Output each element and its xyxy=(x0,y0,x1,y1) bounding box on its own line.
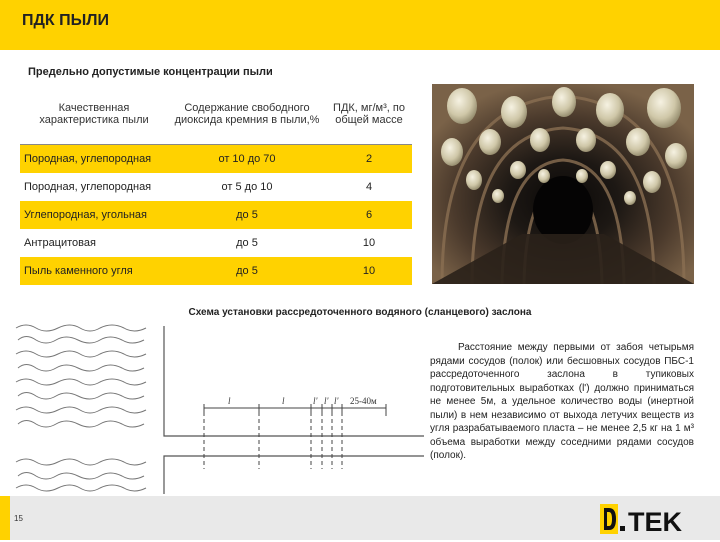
dim-label-l5: l' xyxy=(334,396,339,406)
cell-pdk: 2 xyxy=(326,145,412,174)
header-sio2: Содержание свободного диоксида кремния в пыли,% xyxy=(168,84,326,145)
cell-sio2: до 5 xyxy=(168,229,326,257)
page-number: 15 xyxy=(14,514,23,523)
rubble-pattern xyxy=(16,325,146,491)
dim-label-distance: 25-40м xyxy=(350,396,377,406)
table-row xyxy=(20,257,412,285)
header-pdk: ПДК, мг/м³, по общей массе xyxy=(326,84,412,145)
table-subtitle: Предельно допустимые концентрации пыли xyxy=(28,66,273,78)
cell-sio2: до 5 xyxy=(168,201,326,229)
cell-dust-type: Углепородная, угольная xyxy=(20,201,168,229)
table-row xyxy=(20,229,412,257)
cell-sio2: от 5 до 10 xyxy=(168,173,326,201)
cell-sio2: до 5 xyxy=(168,257,326,285)
header-bar xyxy=(0,0,720,50)
cell-pdk: 4 xyxy=(326,173,412,201)
table-row xyxy=(20,173,412,201)
cell-sio2: от 10 до 70 xyxy=(168,145,326,174)
pdk-table xyxy=(20,84,412,285)
cell-pdk: 10 xyxy=(326,257,412,285)
dim-label-l1: l xyxy=(228,396,231,406)
description-text: Расстояние между первыми от забоя четырьмя рядами сосудов (полок) или бесшовных сосудов ПБС-1 рассредоточенного заслона в тупиковых подготовительных выработках (l') должно приниматься не менее 5м, а удельное количество воды (инертной пыли) в нем независимо от выхода летучих веществ из угля разрабатываемого пласта – не менее 2,5 кг на 1 м³ объема выработки между соседними рядами сосудов (полок). xyxy=(430,342,694,461)
table-row xyxy=(20,201,412,229)
dtek-logo xyxy=(598,501,716,537)
mine-tunnel-photo xyxy=(432,84,694,284)
page-marker xyxy=(0,496,10,540)
table-row xyxy=(20,145,412,174)
barrier-schema xyxy=(14,324,424,494)
page-title: ПДК ПЫЛИ xyxy=(22,12,109,29)
cell-dust-type: Пыль каменного угля xyxy=(20,257,168,285)
dim-label-l2: l xyxy=(282,396,285,406)
cell-dust-type: Породная, углепородная xyxy=(20,173,168,201)
header-dust-type: Качественная характеристика пыли xyxy=(20,84,168,145)
cell-dust-type: Антрацитовая xyxy=(20,229,168,257)
cell-pdk: 6 xyxy=(326,201,412,229)
dim-label-l4: l' xyxy=(324,396,329,406)
cell-dust-type: Породная, углепородная xyxy=(20,145,168,174)
table-header-row xyxy=(20,84,412,145)
svg-text:TEK: TEK xyxy=(628,507,682,537)
cell-pdk: 10 xyxy=(326,229,412,257)
schema-caption: Схема установки рассредоточенного водяного (сланцевого) заслона xyxy=(188,307,532,318)
dim-label-l3: l' xyxy=(313,396,318,406)
